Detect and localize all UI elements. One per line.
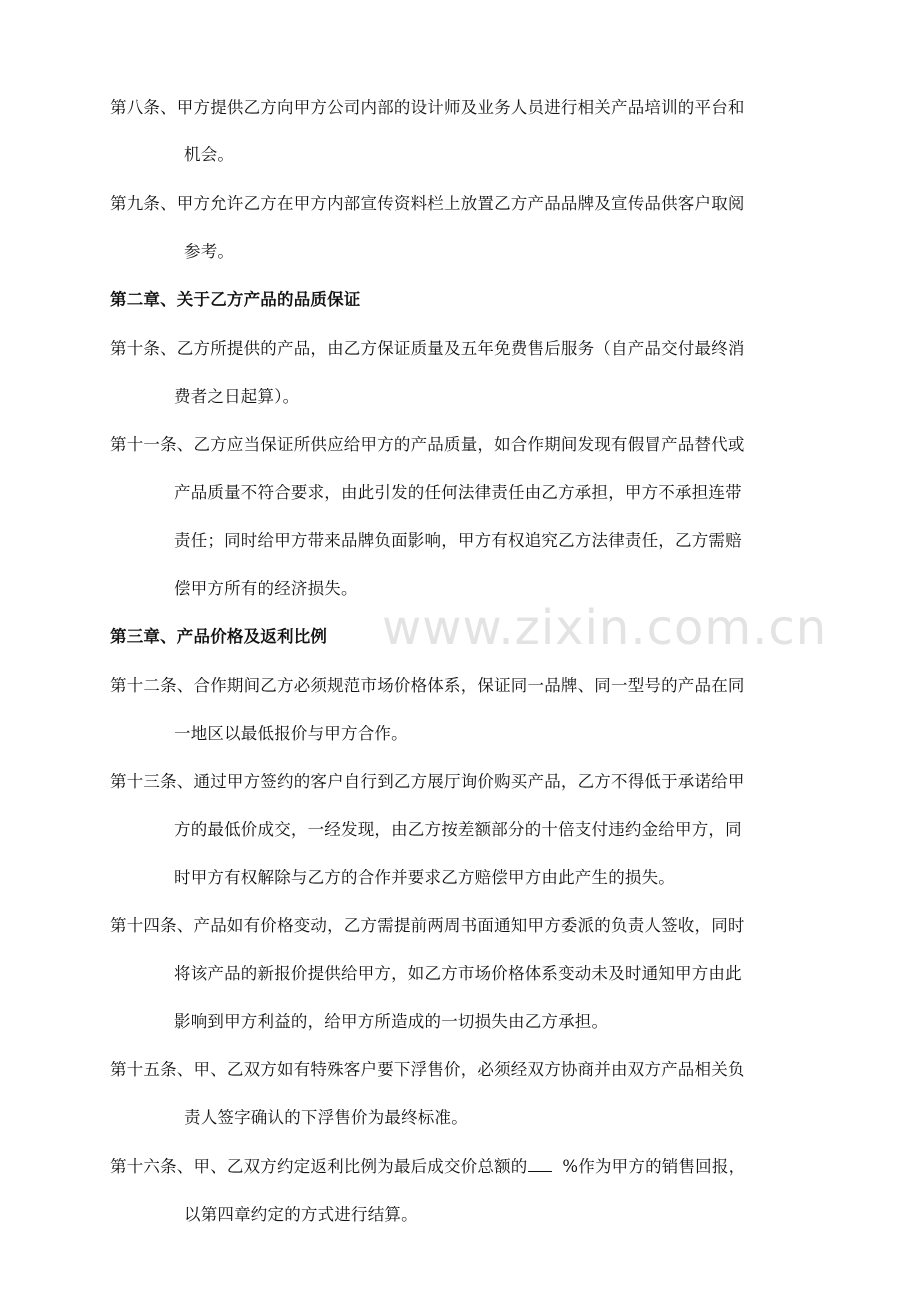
- article-11-line-3: 责任；同时给甲方带来品牌负面影响，甲方有权追究乙方法律责任，乙方需赔: [174, 531, 742, 550]
- article-14-line-1: 第十四条、产品如有价格变动，乙方需提前两周书面通知甲方委派的负责人签收，同时: [110, 916, 745, 935]
- article-11-line-1: 第十一条、乙方应当保证所供应给甲方的产品质量，如合作期间发现有假冒产品替代或: [110, 435, 745, 454]
- article-11-line-2: 产品质量不符合要求，由此引发的任何法律责任由乙方承担，甲方不承担连带: [174, 483, 742, 502]
- article-16-line-1-part-b: %作为甲方的销售回报，: [562, 1157, 746, 1176]
- article-14-line-3: 影响到甲方利益的，给甲方所造成的一切损失由乙方承担。: [174, 1012, 609, 1031]
- chapter-3-heading: 第三章、产品价格及返利比例: [110, 627, 328, 646]
- article-12-line-1: 第十二条、合作期间乙方必须规范市场价格体系，保证同一品牌、同一型号的产品在同: [110, 676, 745, 695]
- article-10-line-1: 第十条、乙方所提供的产品，由乙方保证质量及五年免费售后服务（自产品交付最终消: [110, 339, 745, 358]
- article-16-line-1: [110, 1155, 745, 1179]
- article-15-line-1: 第十五条、甲、乙双方如有特殊客户要下浮售价，必须经双方协商并由双方产品相关负: [110, 1060, 745, 1079]
- article-8-line-1: 第八条、甲方提供乙方向甲方公司内部的设计师及业务人员进行相关产品培训的平台和: [110, 98, 745, 117]
- article-11-line-4: 偿甲方所有的经济损失。: [174, 579, 358, 598]
- chapter-2-heading: 第二章、关于乙方产品的品质保证: [110, 290, 361, 309]
- article-10-line-2: 费者之日起算）。: [174, 387, 300, 406]
- article-8-line-2: 机会。: [184, 145, 235, 164]
- article-13-line-1: 第十三条、通过甲方签约的客户自行到乙方展厅询价购买产品，乙方不得低于承诺给甲: [110, 772, 745, 791]
- article-9-line-2: 参考。: [184, 242, 235, 261]
- article-16-line-2: 以第四章约定的方式进行结算。: [184, 1205, 418, 1224]
- watermark: www.zixin.com.cn: [382, 600, 828, 656]
- article-16-line-1-part-a: 第十六条、甲、乙双方约定返利比例为最后成交价总额的: [110, 1157, 528, 1176]
- article-15-line-2: 责人签字确认的下浮售价为最终标准。: [184, 1108, 468, 1127]
- article-14-line-2: 将该产品的新报价提供给甲方，如乙方市场价格体系变动未及时通知甲方由此: [174, 964, 742, 983]
- article-13-line-3: 时甲方有权解除与乙方的合作并要求乙方赔偿甲方由此产生的损失。: [174, 868, 675, 887]
- article-9-line-1: 第九条、甲方允许乙方在甲方内部宣传资料栏上放置乙方产品品牌及宣传品供客户取阅: [110, 194, 745, 213]
- percentage-blank: [528, 1157, 552, 1172]
- article-12-line-2: 一地区以最低报价与甲方合作。: [174, 724, 408, 743]
- article-13-line-2: 方的最低价成交，一经发现，由乙方按差额部分的十倍支付违约金给甲方，同: [174, 820, 742, 839]
